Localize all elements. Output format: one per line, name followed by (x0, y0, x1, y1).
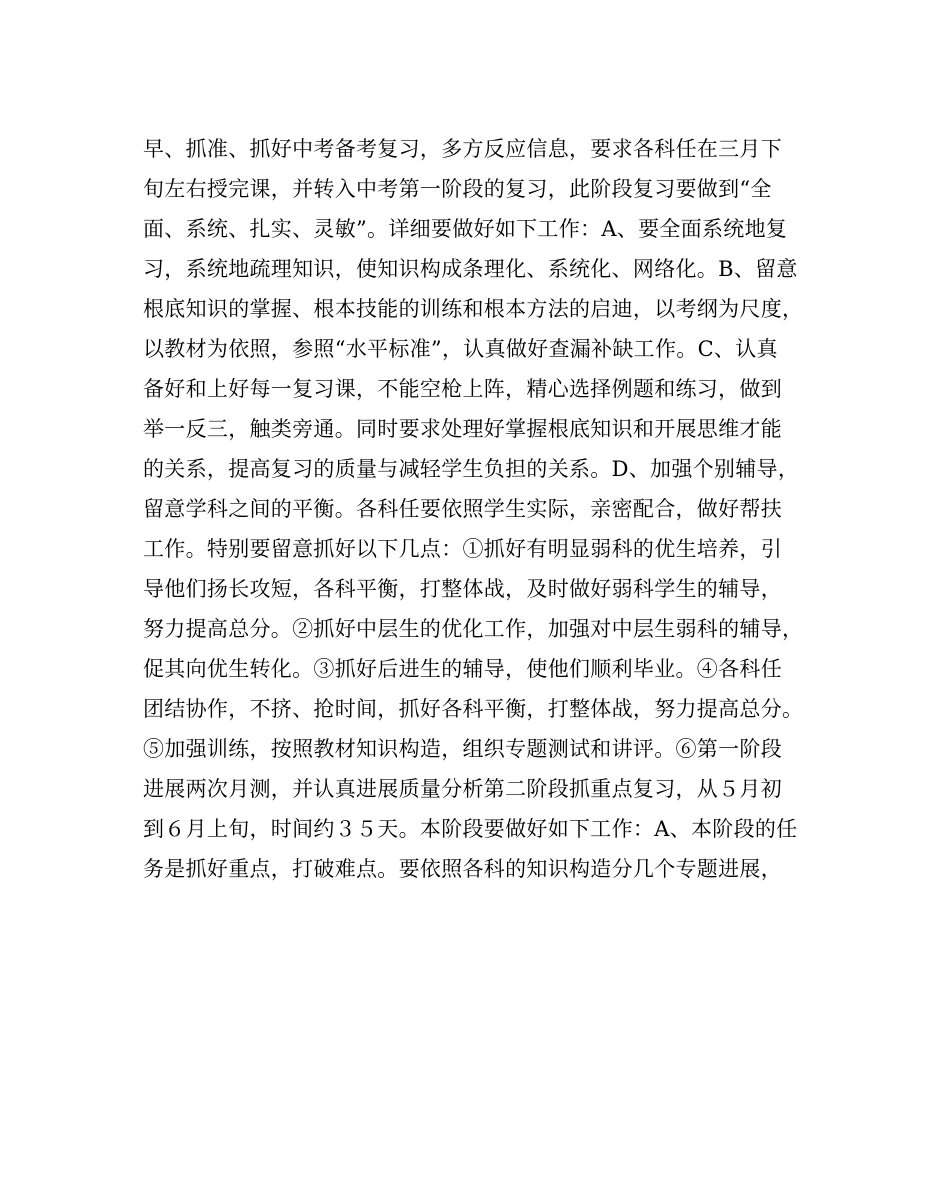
text-line-17: 进展两次月测，并认真进展质量分析第二阶段抓重点复习，从５月初 (143, 777, 782, 801)
text-line-16: ⑤加强训练，按照教材知识构造，组织专题测试和讲评。⑥第一阶段 (143, 737, 782, 761)
text-line-11: 工作。特别要留意抓好以下几点：①抓好有明显弱科的优生培养，引 (143, 537, 782, 561)
text-line-3: 面、系统、扎实、灵敏”。详细要做好如下工作：A、要全面系统地复 (143, 217, 788, 241)
text-line-5: 根底知识的掌握、根本技能的训练和根本方法的启迪，以考纲为尺度， (143, 297, 804, 321)
text-line-6: 以教材为依照，参照“水平标准”，认真做好查漏补缺工作。C、认真 (143, 337, 778, 361)
body-text (143, 129, 823, 889)
text-line-4: 习，系统地疏理知识，使知识构成条理化、系统化、网络化。B、留意 (143, 257, 798, 281)
text-line-10: 留意学科之间的平衡。各科任要依照学生实际，亲密配合，做好帮扶 (143, 497, 782, 521)
text-line-9: 的关系，提高复习的质量与减轻学生负担的关系。D、加强个别辅导， (143, 457, 800, 481)
text-line-1: 早、抓准、抓好中考备考复习，多方反应信息，要求各科任在三月下 (143, 137, 782, 161)
text-line-2: 旬左右授完课，并转入中考第一阶段的复习，此阶段复习要做到“全 (143, 177, 772, 201)
text-line-8: 举一反三，触类旁通。同时要求处理好掌握根底知识和开展思维才能 (143, 417, 782, 441)
text-line-18: 到６月上旬，时间约３５天。本阶段要做好如下工作：A、本阶段的任 (143, 817, 798, 841)
text-line-19: 务是抓好重点，打破难点。要依照各科的知识构造分几个专题进展， (143, 857, 782, 881)
text-line-7: 备好和上好每一复习课，不能空枪上阵，精心选择例题和练习，做到 (143, 377, 782, 401)
text-line-14: 促其向优生转化。③抓好后进生的辅导，使他们顺利毕业。④各科任 (143, 657, 782, 681)
text-line-13: 努力提高总分。②抓好中层生的优化工作，加强对中层生弱科的辅导， (143, 617, 804, 641)
text-line-12: 导他们扬长攻短，各科平衡，打整体战，及时做好弱科学生的辅导， (143, 577, 782, 601)
text-line-15: 团结协作，不挤、抢时间，抓好各科平衡，打整体战，努力提高总分。 (143, 697, 804, 721)
